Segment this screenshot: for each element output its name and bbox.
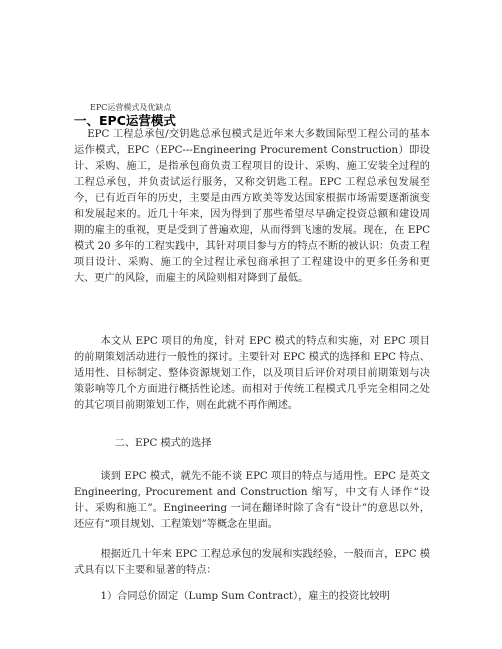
paragraph-3: 谈到 EPC 模式，就先不能不谈 EPC 项目的特点与适用性。EPC 是英文 Engineering, Procurement and Construction 缩写，中文有人译作“设计、采购和施工”。Engineering 一词在翻译时除了含有“设计”的意思以外，还应有“项目规划、工程策划”等概念在里面。 [74, 471, 430, 530]
document-label: EPC运营模式及优缺点 [90, 103, 172, 112]
section-heading-1: 一、EPC运营模式 [74, 113, 176, 128]
paragraph-1: EPC 工程总承包/交钥匙总承包模式是近年来大多数国际型工程公司的基本运作模式，EPC（EPC---Engineering Procurement Construction）即设计、采购、施工，是指承包商负责工程项目的设计、采购、施工安装全过程的工程总承包，并负责试运行服务，又称交钥匙工程。EPC 工程总承包发展至今，已有近百年的历史，主要是由西方欧美等发达国家根据市场需要逐渐演变和发展起来的。近几十年来，因为得到了那些希望尽早确定投资总额和建设周期的雇主的重视，更是受到了普遍欢迎，从而得到飞速的发展。现在，在 EPC 模式 20 多年的工程实践中，其针对项目参与方的特点不断的被认识：负责工程项目设计、采购、施工的全过程让承包商承担了工程建设中的更多任务和更大、更广的风险，而雇主的风险则相对降到了最低。 [74, 129, 430, 284]
paragraph-5: 1）合同总价固定（Lump Sum Contract），雇主的投资比较明 [100, 591, 390, 602]
section-heading-2: 二、EPC 模式的选择 [114, 438, 212, 449]
paragraph-2: 本文从 EPC 项目的角度，针对 EPC 模式的特点和实施，对 EPC 项目的前期策划活动进行一般性的探讨。主要针对 EPC 模式的选择和 EPC 特点、适用性、目标制定、整体资源规划工作，以及项目后评价对项目前期策划与决策影响等几个方面进行概括性论述。而相对于传统工程模式几乎完全相同之处的其它项目前期策划工作，则在此就不再作阐述。 [74, 336, 430, 411]
paragraph-4: 根据近几十年来 EPC 工程总承包的发展和实践经验，一般而言，EPC 模式具有以下主要和显著的特点： [74, 549, 430, 576]
